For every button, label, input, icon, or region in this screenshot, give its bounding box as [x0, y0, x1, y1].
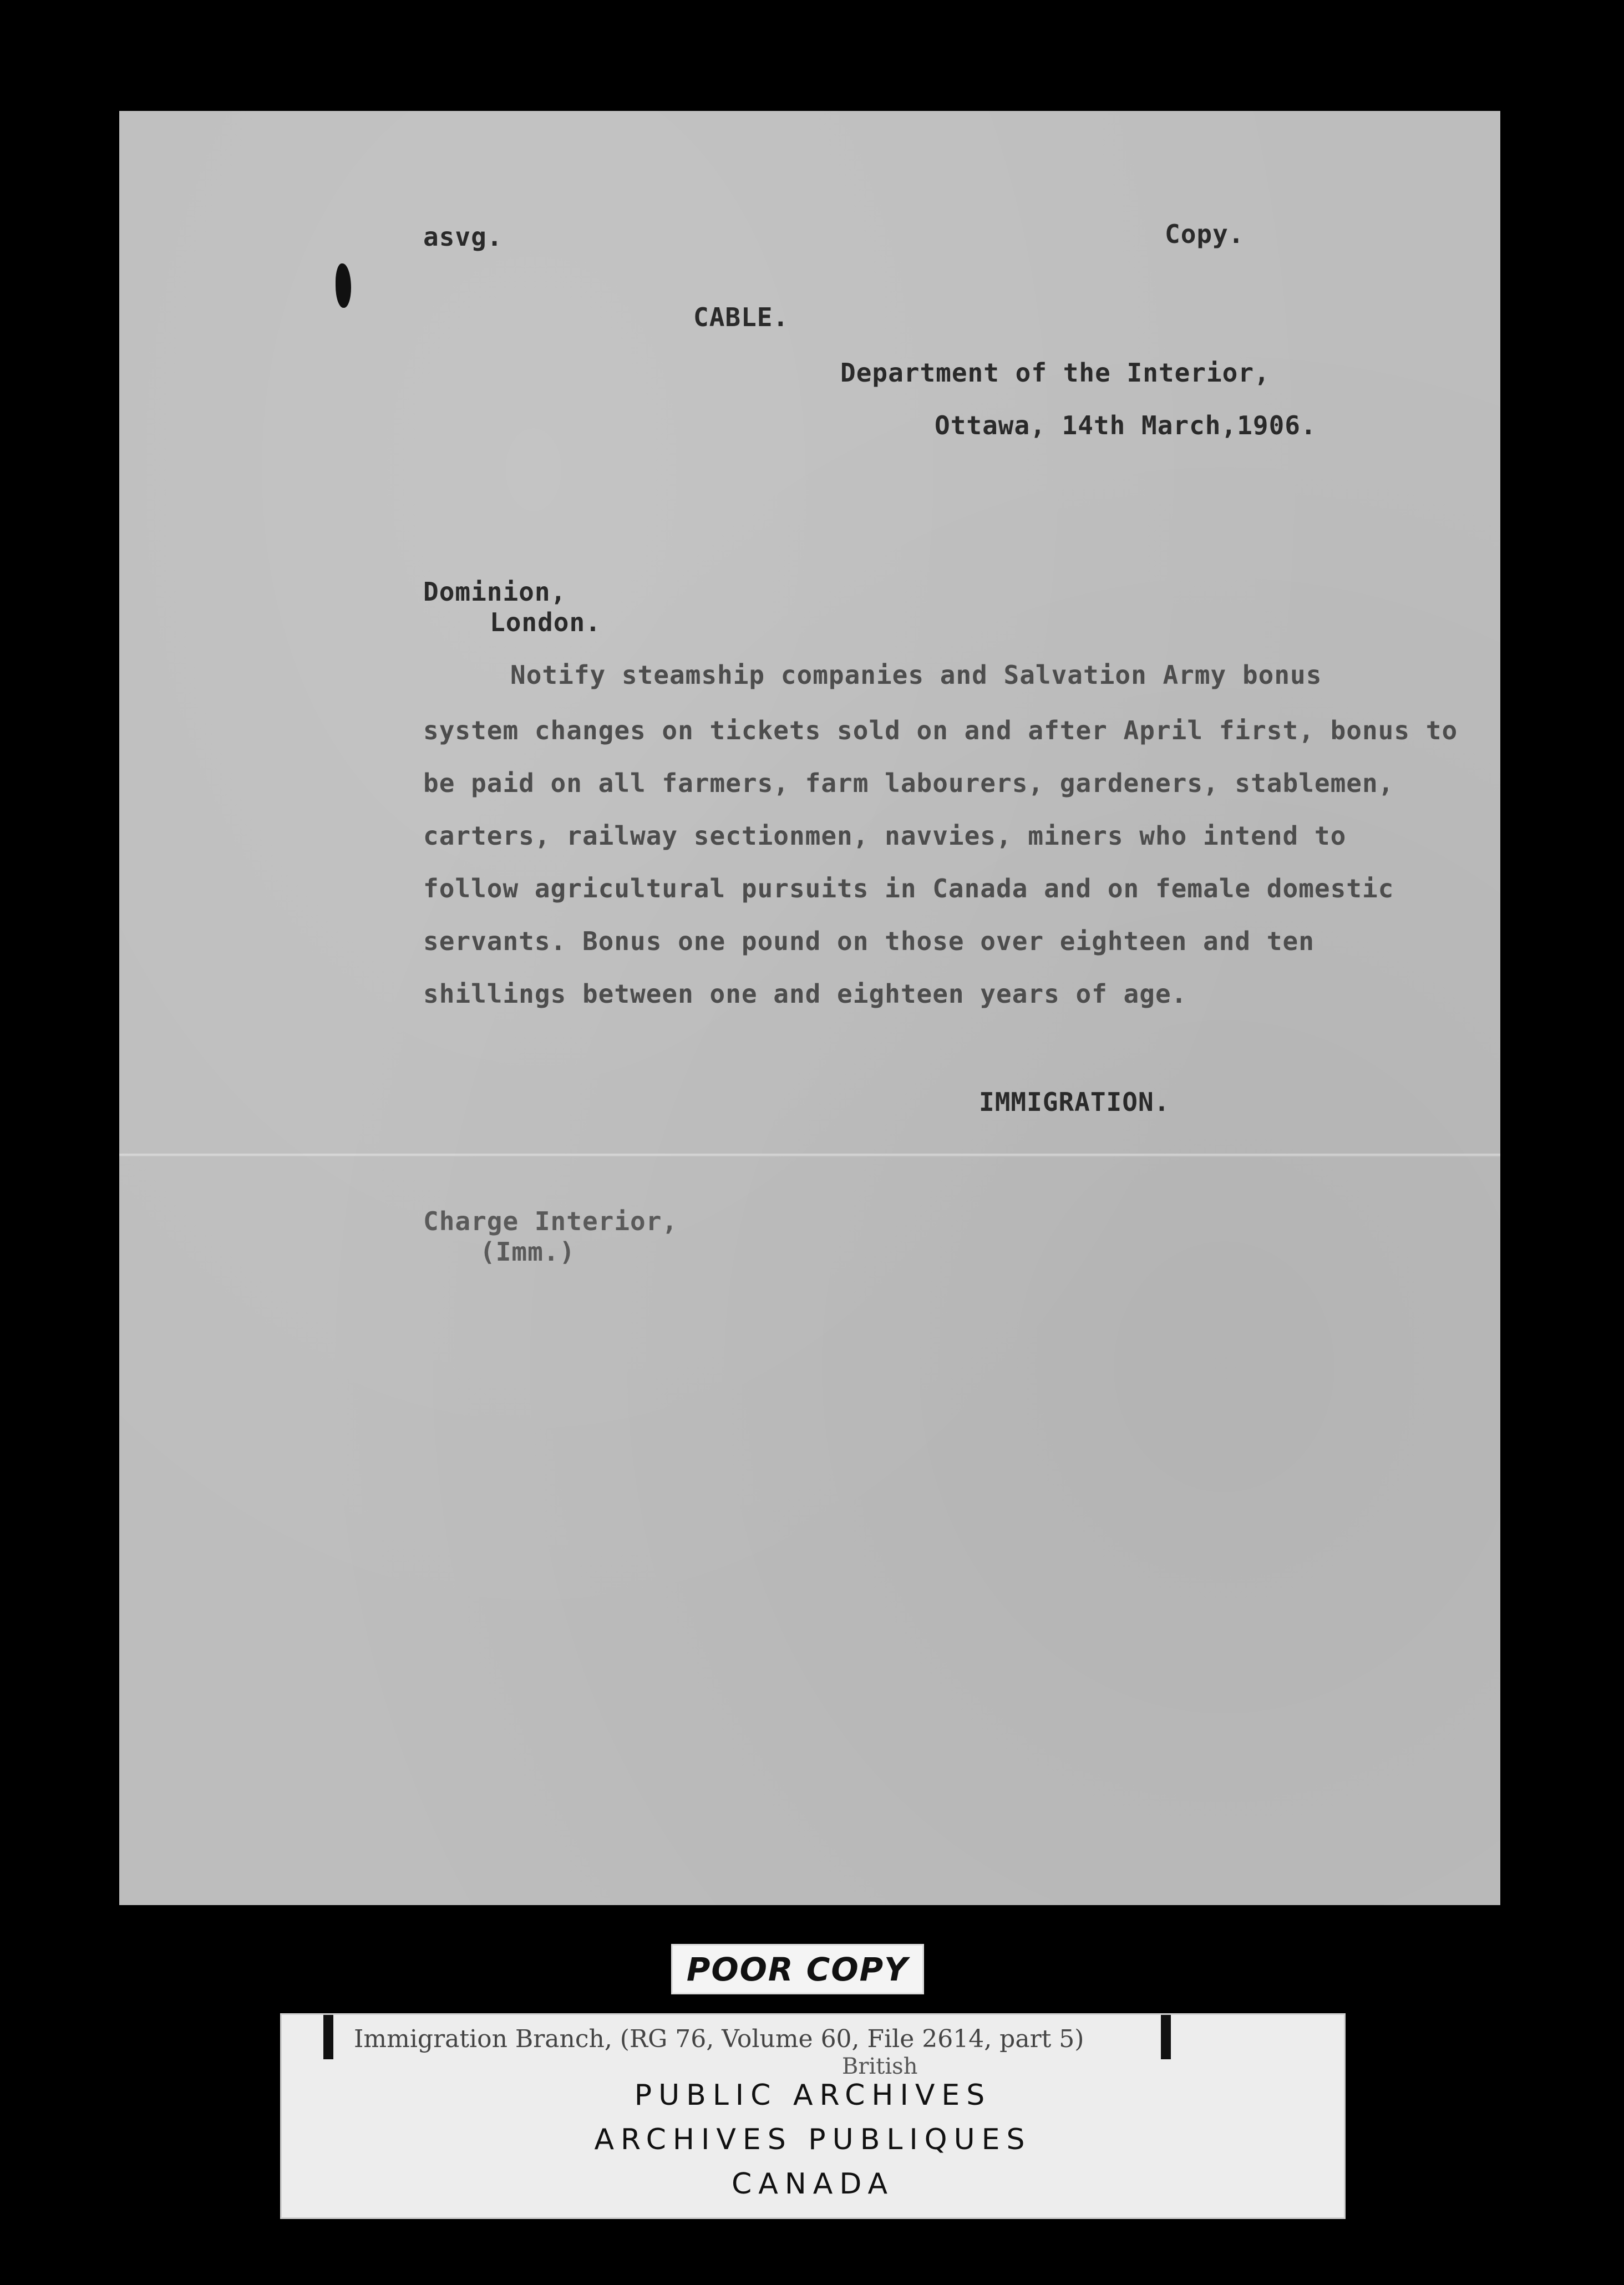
recipient-line-2: London. [490, 607, 601, 637]
label-tick-right [1161, 2015, 1171, 2059]
fold-line [119, 1154, 1500, 1157]
body-line: shillings between one and eighteen years of age. [423, 979, 1187, 1009]
charge-line-2: (Imm.) [480, 1237, 576, 1267]
header-copy: Copy. [1165, 219, 1245, 249]
recipient-line-1: Dominion, [423, 577, 567, 607]
body-line: Notify steamship companies and Salvation Army bonus [510, 660, 1322, 690]
archive-subject: British [842, 2054, 918, 2079]
header-initials: asvg. [423, 222, 503, 252]
body-line: carters, railway sectionmen, navvies, miners who intend to [423, 821, 1347, 851]
department-line: Department of the Interior, [840, 358, 1270, 388]
place-date-line: Ottawa, 14th March,1906. [935, 410, 1317, 440]
archive-line-3: CANADA [731, 2167, 895, 2201]
document-type: CABLE. [693, 302, 789, 332]
body-line: system changes on tickets sold on and after April first, bonus to [423, 715, 1458, 745]
body-line: servants. Bonus one pound on those over eighteen and ten [423, 926, 1315, 956]
archive-label [280, 2013, 1346, 2219]
ink-blot [336, 263, 351, 308]
archive-line-2: ARCHIVES PUBLIQUES [594, 2123, 1032, 2156]
poor-copy-stamp: POOR COPY [671, 1944, 924, 1994]
archive-line-1: PUBLIC ARCHIVES [634, 2079, 992, 2112]
label-tick-left [323, 2015, 333, 2059]
signature: IMMIGRATION. [979, 1087, 1170, 1117]
charge-line-1: Charge Interior, [423, 1206, 678, 1236]
body-line: be paid on all farmers, farm labourers, gardeners, stablemen, [423, 768, 1394, 798]
archive-reference: Immigration Branch, (RG 76, Volume 60, File 2614, part 5) [354, 2025, 1084, 2053]
body-line: follow agricultural pursuits in Canada and on female domestic [423, 874, 1394, 903]
document-page [119, 111, 1500, 1905]
